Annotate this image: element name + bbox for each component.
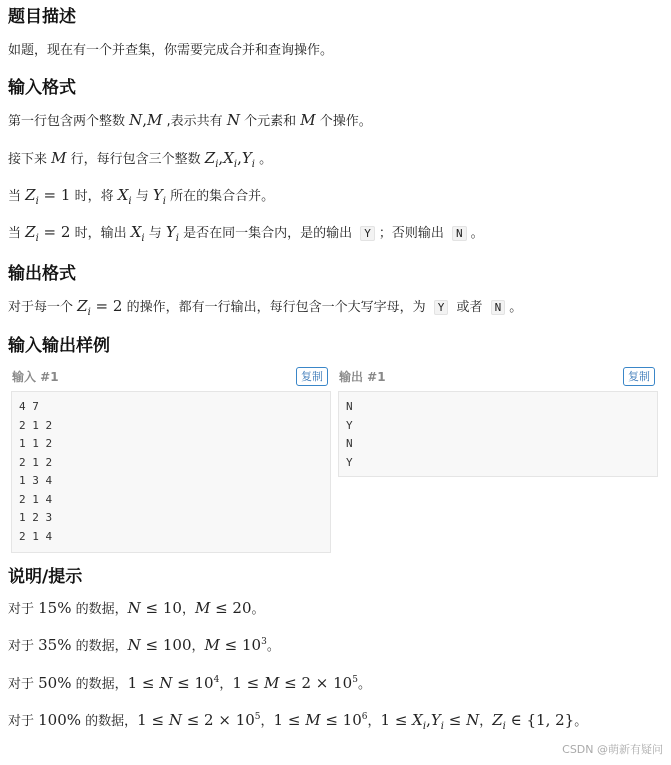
sample-input-line: 1 3 4 <box>19 474 53 487</box>
output-format-text: 对于每一个 $Z_i = 2$ 的操作，都有一行输出，每行包含一个大写字母，为 Y 或者 N 。 <box>8 297 523 318</box>
hint-line-2: 对于 35% 的数据，N ≤ 100，$M \le 10^3$。 <box>8 636 280 654</box>
sample-input-line: 2 1 4 <box>19 492 53 506</box>
input-format-heading: 输入格式 <box>8 78 76 98</box>
sample-output-line: Y <box>346 455 353 469</box>
sample-input-line: 2 1 2 <box>19 455 53 469</box>
code-y: Y <box>360 226 375 241</box>
copy-output-button[interactable]: 复制 <box>623 367 655 386</box>
sample-input-line: 4 7 <box>19 400 39 413</box>
hint-line-3: 对于 50% 的数据，$1 \le N \le 10^4$，$1 \le M \le 2 \times 10^5$。 <box>8 674 371 692</box>
input-format-line-4: 当 $Z_i = 2$ 时，输出 $X_i$ 与 $Y_i$ 是否在同一集合内，是的输出 Y ；否则输出 N 。 <box>8 223 484 244</box>
output-format-heading: 输出格式 <box>8 264 76 284</box>
sample-input-line: 2 1 2 <box>19 418 53 432</box>
code-n: N <box>452 226 467 241</box>
hint-heading: 说明/提示 <box>8 567 83 587</box>
sample-input-line: 1 2 3 <box>19 511 53 524</box>
sample-output-box[interactable] <box>338 391 658 477</box>
copy-input-button[interactable]: 复制 <box>296 367 328 386</box>
sample-output-line: N <box>346 437 353 450</box>
watermark: CSDN @萌新有疑问 <box>562 743 663 756</box>
code-y: Y <box>434 300 449 315</box>
sample-input-line: 1 1 2 <box>19 437 53 450</box>
sample-input-box[interactable] <box>11 391 331 553</box>
sample-input-label: 输入 #1 <box>12 370 59 384</box>
sample-output-line: Y <box>346 418 353 432</box>
hint-line-1: 对于 15% 的数据，N ≤ 10，M ≤ 20。 <box>8 599 265 617</box>
sample-output-line: N <box>346 400 353 413</box>
input-format-line-2: 接下来 M 行，每行包含三个整数 $Z_i,X_i,Y_i$ 。 <box>8 149 273 170</box>
input-format-line-3: 当 $Z_i = 1$ 时，将 $X_i$ 与 $Y_i$ 所在的集合合并。 <box>8 186 275 207</box>
description-heading: 题目描述 <box>8 7 76 27</box>
sample-input-line: 2 1 4 <box>19 529 53 543</box>
hint-line-4: 对于 100% 的数据，$1 \le N \le 2 \times 10^5$，$1 \le M \le 10^6$，$1 \le X_i,Y_i \le N$，$Z_i$ ∈ {1, 2}。 <box>8 711 588 732</box>
sample-output-label: 输出 #1 <box>339 370 386 384</box>
description-text: 如题，现在有一个并查集，你需要完成合并和查询操作。 <box>8 43 334 58</box>
input-format-line-1: 第一行包含两个整数 N,M ,表示共有 N 个元素和 M 个操作。 <box>8 111 372 129</box>
code-n: N <box>491 300 506 315</box>
sample-heading: 输入输出样例 <box>8 336 110 356</box>
